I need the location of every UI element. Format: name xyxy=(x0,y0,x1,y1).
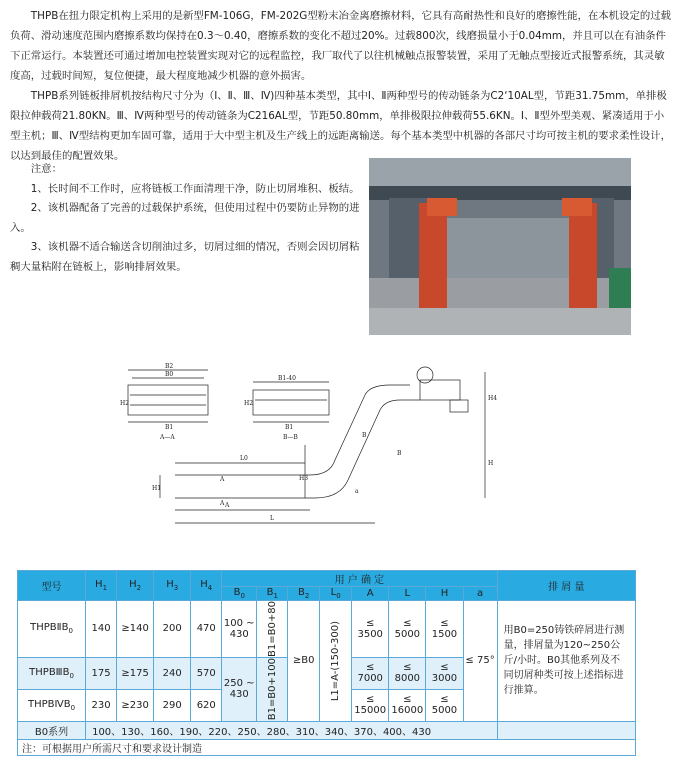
header-b0: $B_0$ xyxy=(222,587,257,601)
dim-b1-b: B1 xyxy=(285,424,294,431)
l0-cell: L1=A-(150-300) xyxy=(320,601,352,722)
header-b1: $B_1$ xyxy=(257,587,288,601)
dim-b1: B1 xyxy=(165,424,174,431)
h3-cell: 290 xyxy=(154,689,191,721)
a-cell: ≤ 3500 xyxy=(352,601,389,658)
h3-cell: 200 xyxy=(154,601,191,658)
a-cell: ≤ 7000 xyxy=(352,657,389,689)
dim-a: A xyxy=(225,502,230,509)
chip-conveyor-diagram xyxy=(120,355,550,535)
discharge-cell: 用B0=250铸铁碎屑进行测量，排屑量为120~250公斤/小时。B0其他系列及不同切屑种类可按上述指标进行推算。 xyxy=(497,601,635,722)
b2-cell: ≥B0 xyxy=(288,601,320,722)
label-b1: B xyxy=(362,432,367,439)
notes-title: 注意： xyxy=(30,163,62,175)
b0-cell: 100 ~ 430 xyxy=(222,601,257,658)
dim-h2: H2 xyxy=(120,400,130,407)
notes-section xyxy=(10,160,362,277)
h4-cell: 570 xyxy=(191,657,222,689)
dim-b2: B2 xyxy=(165,363,174,370)
h2-cell: ≥140 xyxy=(117,601,154,658)
h-cell: ≤ 5000 xyxy=(426,689,463,721)
dim-l0: L0 xyxy=(240,455,248,462)
series-label: B0系列 xyxy=(18,721,86,739)
h2-cell: ≥175 xyxy=(117,657,154,689)
table-note: 注：可根据用户所需尺寸和要求设计制造 xyxy=(18,739,636,755)
model-cell: $THPBⅢB_0$ xyxy=(18,657,86,689)
note-row xyxy=(18,739,636,755)
header-model: 型号 xyxy=(18,571,86,601)
dim-h3: H3 xyxy=(299,475,309,482)
model-cell: $THPBⅡB_0$ xyxy=(18,601,86,658)
header-h3: $H_3$ xyxy=(154,571,191,601)
intro-paragraph-1: THPB在扭力限定机构上采用的是新型FM-106G，FM-202G型粉末冶金离磨擦材料，它具有高耐热性和良好的磨擦性能，在本机设定的过载负荷、滑动速度范围内磨擦系数均保持在0.3～0.40，磨擦系数的变化不超过20%。过载800次，线磨损量小于0.04mm，并且可以在有油条件下正常运行。本装置还可通过增加电控装置实现对它的远程监控，我厂取代了以往机械触点报警装置，采用了无触点型接近式报警系统，其灵敏度高，过载时间短，复位便捷，最大程度地减少机器的意外损害。 xyxy=(10,10,672,82)
alpha-cell: ≤ 75° xyxy=(463,601,497,722)
header-h: H xyxy=(426,587,463,601)
h1-cell: 230 xyxy=(86,689,117,721)
h1-cell: 175 xyxy=(86,657,117,689)
intro-paragraph-2: THPB系列链板排屑机按结构尺寸分为（Ⅰ、Ⅱ、Ⅲ、Ⅳ)四种基本类型，其中Ⅰ、Ⅱ两种型号的传动链条为C2‘10AL型，节距31.75mm，单排极限拉伸载荷21.80KN。Ⅲ、Ⅳ两种型号的传动链条为C216AL型，节距50.80mm，单排极限拉伸载荷55.6KN。Ⅰ、Ⅱ型外型美观、紧凑适用于小型主机；Ⅲ、Ⅳ型结构更加车固可靠，适用于大中型主机及生产线上的远距离输送。每个基本类型中机器的各部尺寸均可按主机的要求柔性设计，以达到最佳的配置效果。 xyxy=(10,90,671,162)
h1-cell: 140 xyxy=(86,601,117,658)
header-a: A xyxy=(352,587,389,601)
dim-b1-40: B1-40 xyxy=(278,375,296,382)
note-2: 2、该机器配备了完善的过载保护系统，但使用过程中仍要防止异物的进入。 xyxy=(10,202,360,234)
header-l: L xyxy=(389,587,426,601)
h3-cell: 240 xyxy=(154,657,191,689)
note-1: 1、长时间不工作时，应将链板工作面清理干净，防止切屑堆积、板结。 xyxy=(30,182,360,195)
header-h1: $H_1$ xyxy=(86,571,117,601)
label-a2: A xyxy=(220,500,225,507)
factory-photo-image xyxy=(369,158,631,335)
l-cell: ≤ 16000 xyxy=(389,689,426,721)
spec-table xyxy=(17,570,636,756)
h-cell: ≤ 3000 xyxy=(426,657,463,689)
l-cell: ≤ 5000 xyxy=(389,601,426,658)
h4-cell: 470 xyxy=(191,601,222,658)
dim-h: H xyxy=(488,460,494,467)
h-cell: ≤ 1500 xyxy=(426,601,463,658)
header-discharge: 排 屑 量 xyxy=(497,571,635,601)
b1-cell: B1=B0+80 xyxy=(257,601,288,658)
h4-cell: 620 xyxy=(191,689,222,721)
header-h4: $H_4$ xyxy=(191,571,222,601)
b1-cell: B1=B0+100 xyxy=(257,657,288,721)
table-row xyxy=(18,601,636,658)
dim-h1: H1 xyxy=(152,485,162,492)
label-a1: A xyxy=(220,476,225,483)
header-b2: $B_2$ xyxy=(288,587,320,601)
l-cell: ≤ 8000 xyxy=(389,657,426,689)
b0-cell: 250 ~ 430 xyxy=(222,657,257,721)
header-h2: $H_2$ xyxy=(117,571,154,601)
note-3: 3、该机器不适合输送含切削油过多，切屑过细的情况，否则会因切屑粘稠大量粘附在链板上，影响排屑效果。 xyxy=(10,241,360,273)
dim-h4: H4 xyxy=(488,395,498,402)
header-alpha: a xyxy=(463,587,497,601)
dim-alpha: a xyxy=(355,488,359,495)
factory-photo xyxy=(369,158,631,335)
series-row xyxy=(18,721,636,739)
dim-b0: B0 xyxy=(165,371,174,378)
a-cell: ≤ 15000 xyxy=(352,689,389,721)
section-aa: A—A xyxy=(160,434,175,441)
dim-l: L xyxy=(270,515,274,522)
section-bb: B—B xyxy=(283,434,298,441)
model-cell: $THPBⅣB_0$ xyxy=(18,689,86,721)
header-user-defined: 用 户 确 定 xyxy=(222,571,497,587)
series-values: 100、130、160、190、220、250、280、310、340、370、400、430 xyxy=(86,721,498,739)
dim-h2-b: H2 xyxy=(244,400,254,407)
intro-text xyxy=(10,6,672,166)
label-b2: B xyxy=(397,450,402,457)
header-l0: $L_0$ xyxy=(320,587,352,601)
h2-cell: ≥230 xyxy=(117,689,154,721)
